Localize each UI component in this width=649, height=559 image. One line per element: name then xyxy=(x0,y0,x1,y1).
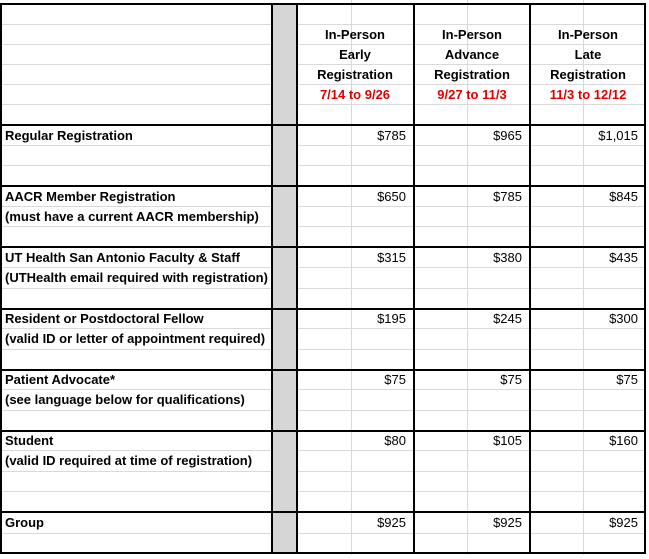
price-cell: $105 xyxy=(493,433,522,448)
price-cell: $785 xyxy=(493,189,522,204)
gridline xyxy=(0,349,646,350)
header-dates: 11/3 to 12/12 xyxy=(549,87,627,102)
row-subtitle: (UTHealth email required with registration) xyxy=(5,270,268,285)
price-cell: $925 xyxy=(377,515,406,530)
price-cell: $160 xyxy=(609,433,638,448)
row-subtitle: (must have a current AACR membership) xyxy=(5,209,259,224)
header-line: Advance xyxy=(444,47,500,62)
row-title: UT Health San Antonio Faculty & Staff xyxy=(5,250,240,265)
gridline xyxy=(0,533,646,534)
price-cell: $650 xyxy=(377,189,406,204)
border xyxy=(0,3,2,553)
price-cell: $845 xyxy=(609,189,638,204)
row-subtitle: (see language below for qualifications) xyxy=(5,392,245,407)
border xyxy=(0,3,646,5)
price-cell: $75 xyxy=(500,372,522,387)
header-dates: 9/27 to 11/3 xyxy=(437,87,507,102)
gridline xyxy=(0,165,646,166)
gridline xyxy=(0,288,646,289)
price-cell: $1,015 xyxy=(598,128,638,143)
row-label-aacr-member xyxy=(5,187,259,227)
row-label-ut-health xyxy=(5,248,268,288)
price-cell: $195 xyxy=(377,311,406,326)
row-label-resident xyxy=(5,309,265,349)
header-line: In-Person xyxy=(442,27,502,42)
row-label-regular xyxy=(5,126,133,146)
border xyxy=(271,3,273,553)
row-title: Resident or Postdoctoral Fellow xyxy=(5,311,204,326)
column-header-late xyxy=(531,25,645,105)
row-title: Student xyxy=(5,433,54,448)
row-title: Regular Registration xyxy=(5,128,133,143)
gridline xyxy=(0,471,646,472)
price-cell: $925 xyxy=(493,515,522,530)
price-cell: $75 xyxy=(616,372,638,387)
price-cell: $380 xyxy=(493,250,522,265)
header-line: Registration xyxy=(550,67,626,82)
column-header-advance xyxy=(415,25,529,105)
header-dates: 7/14 to 9/26 xyxy=(319,87,391,102)
price-cell: $245 xyxy=(493,311,522,326)
spacer-column xyxy=(272,3,296,553)
price-cell: $435 xyxy=(609,250,638,265)
price-cell: $80 xyxy=(384,433,406,448)
gridline xyxy=(0,410,646,411)
gridline xyxy=(0,491,646,492)
row-subtitle: (valid ID required at time of registration) xyxy=(5,453,253,468)
row-label-student xyxy=(5,431,252,471)
price-cell: $965 xyxy=(493,128,522,143)
price-cell: $785 xyxy=(377,128,406,143)
header-line: Registration xyxy=(317,67,393,82)
row-label-group xyxy=(5,513,44,533)
header-line: Registration xyxy=(434,67,510,82)
price-cell: $315 xyxy=(377,250,406,265)
row-title: AACR Member Registration xyxy=(5,189,176,204)
header-line: In-Person xyxy=(325,27,385,42)
header-line: In-Person xyxy=(558,27,618,42)
border xyxy=(0,552,646,554)
row-subtitle: (valid ID or letter of appointment required) xyxy=(5,331,266,346)
price-cell: $75 xyxy=(384,372,406,387)
row-title: Group xyxy=(5,515,44,530)
price-cell: $300 xyxy=(609,311,638,326)
header-line: Early xyxy=(339,47,371,62)
row-title: Patient Advocate* xyxy=(5,372,116,387)
header-line: Late xyxy=(574,47,602,62)
price-cell: $925 xyxy=(609,515,638,530)
row-label-patient-advocate xyxy=(5,370,245,410)
column-header-early xyxy=(298,25,412,105)
